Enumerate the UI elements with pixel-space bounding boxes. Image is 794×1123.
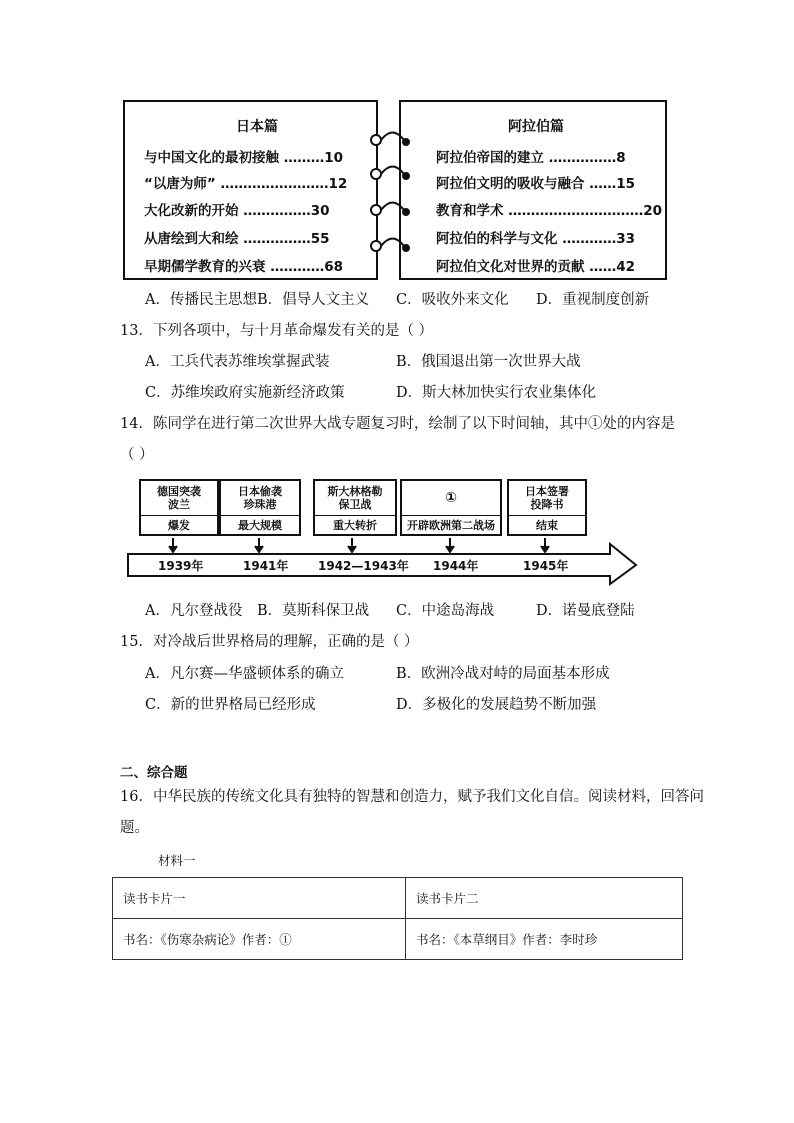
japan-title: 日本篇: [236, 119, 278, 135]
timeline-event-1942-1943: [313, 479, 397, 536]
q15-option-d[interactable]: D．多极化的发展趋势不断加强: [396, 697, 597, 713]
timeline-year: 1939年: [158, 559, 204, 573]
section-heading: 二、综合题: [120, 765, 188, 781]
timeline-event-1941: [219, 479, 301, 536]
q13-option-d[interactable]: D．斯大林加快实行农业集体化: [396, 385, 597, 401]
event-result: 结束: [509, 515, 585, 534]
card-book-right: 书名：《本草纲目》作者：李时珍: [406, 919, 683, 960]
timeline-year: 1941年: [243, 559, 289, 573]
event-label: 斯大林格勒 保卫战: [327, 485, 383, 511]
card-book-left: 书名：《伤寒杂病论》作者：①: [113, 919, 406, 960]
event-label: ①: [445, 489, 457, 506]
reading-cards-table: [112, 877, 683, 960]
q16-stem-cont: 题。: [120, 820, 149, 836]
event-label: 德国突袭 波兰: [157, 485, 201, 511]
arabia-title: 阿拉伯篇: [508, 119, 564, 135]
q15-option-b[interactable]: B．欧洲冷战对峙的局面基本形成: [396, 666, 610, 682]
timeline-year: 1942—1943年: [318, 559, 409, 573]
event-label: 日本偷袭 珍珠港: [238, 485, 282, 511]
toc-line: 教育和学术 …………………………20: [436, 203, 662, 219]
event-result: 重大转折: [315, 515, 395, 534]
q12-option-a[interactable]: A．传播民主思想: [145, 292, 257, 308]
q14-option-a[interactable]: A．凡尔登战役: [145, 603, 243, 619]
q15-option-a[interactable]: A．凡尔赛—华盛顿体系的确立: [145, 666, 344, 682]
q14-option-d[interactable]: D．诺曼底登陆: [536, 603, 635, 619]
toc-line: 从唐绘到大和绘 ……………55: [144, 231, 330, 247]
q13-option-a[interactable]: A．工兵代表苏维埃掌握武装: [145, 354, 330, 370]
card-header-right: 读书卡片二: [406, 878, 683, 919]
timeline-year: 1945年: [523, 559, 569, 573]
q12-option-d[interactable]: D．重视制度创新: [536, 292, 650, 308]
card-header-left: 读书卡片一: [113, 878, 406, 919]
q13-option-b[interactable]: B．俄国退出第一次世界大战: [396, 354, 581, 370]
q15-stem: 15．对冷战后世界格局的理解，正确的是（ ）: [120, 634, 419, 650]
q14-option-b[interactable]: B．莫斯科保卫战: [257, 603, 370, 619]
timeline-year: 1944年: [433, 559, 479, 573]
toc-line: 阿拉伯帝国的建立 ……………8: [436, 150, 626, 166]
q16-stem: 16．中华民族的传统文化具有独特的智慧和创造力，赋予我们文化自信。阅读材料，回答问: [120, 789, 704, 805]
event-result: 最大规模: [221, 515, 299, 534]
toc-line: 阿拉伯文明的吸收与融合 ……15: [436, 176, 635, 192]
q14-option-c[interactable]: C．中途岛海战: [396, 603, 495, 619]
toc-line: 与中国文化的最初接触 ………10: [144, 150, 343, 166]
timeline-event-1944: [400, 479, 502, 536]
q13-option-c[interactable]: C．苏维埃政府实施新经济政策: [145, 385, 345, 401]
toc-line: 阿拉伯文化对世界的贡献 ……42: [436, 259, 635, 275]
q13-stem: 13．下列各项中，与十月革命爆发有关的是（ ）: [120, 323, 434, 339]
q14-stem: 14．陈同学在进行第二次世界大战专题复习时，绘制了以下时间轴，其中①处的内容是: [120, 416, 675, 432]
toc-line: 早期儒学教育的兴衰 …………68: [144, 259, 343, 275]
timeline-event-1939: [139, 479, 219, 536]
timeline-event-1945: [507, 479, 587, 536]
q12-option-c[interactable]: C．吸收外来文化: [396, 292, 509, 308]
event-result: 开辟欧洲第二战场: [402, 515, 500, 534]
binder-rings-icon: [364, 128, 414, 258]
toc-line: 大化改新的开始 ……………30: [144, 203, 330, 219]
q15-option-c[interactable]: C．新的世界格局已经形成: [145, 697, 316, 713]
event-result: 爆发: [141, 515, 217, 534]
material-label: 材料一: [158, 853, 196, 868]
event-label: 日本签署 投降书: [525, 485, 569, 511]
q14-stem-paren: （ ）: [120, 447, 154, 463]
q12-option-b[interactable]: B．倡导人文主义: [257, 292, 370, 308]
toc-line: 阿拉伯的科学与文化 …………33: [436, 231, 635, 247]
toc-line: “以唐为师” ……………………12: [144, 176, 348, 192]
